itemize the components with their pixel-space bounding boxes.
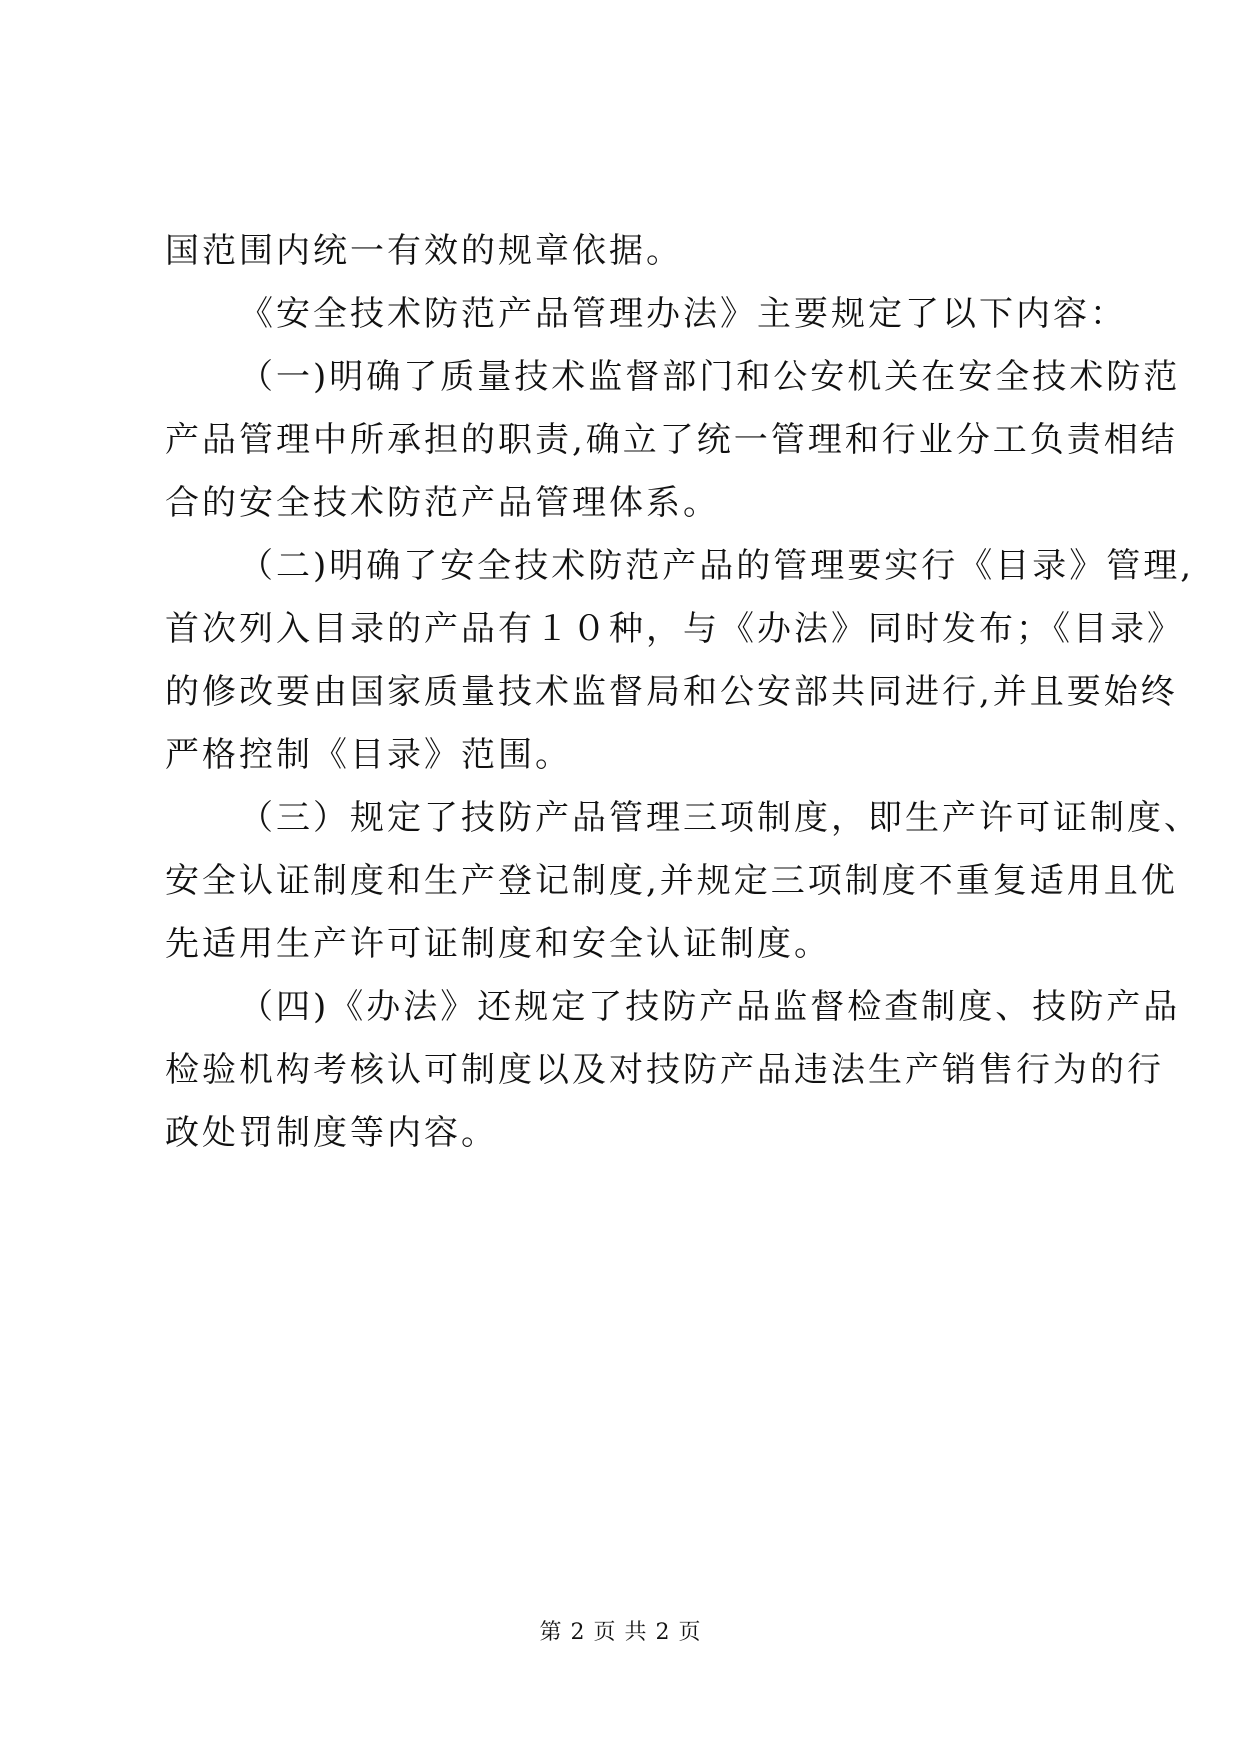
body-line: 检验机构考核认可制度以及对技防产品违法生产销售行为的行 [165,1050,1164,1090]
body-line: （三）规定了技防产品管理三项制度，即生产许可证制度、 [239,798,1201,838]
body-line: 国范围内统一有效的规章依据。 [165,231,683,271]
body-line: 严格控制《目录》范围。 [165,735,572,775]
body-line: 合的安全技术防范产品管理体系。 [165,483,720,523]
body-line: 安全认证制度和生产登记制度,并规定三项制度不重复适用且优 [165,861,1178,901]
body-line: 政处罚制度等内容。 [165,1113,498,1153]
body-line: （四)《办法》还规定了技防产品监督检查制度、技防产品 [239,987,1181,1027]
body-line: 首次列入目录的产品有１０种，与《办法》同时发布；《目录》 [165,609,1184,649]
body-line: 产品管理中所承担的职责,确立了统一管理和行业分工负责相结 [165,420,1178,460]
body-line: 《安全技术防范产品管理办法》主要规定了以下内容： [239,294,1127,334]
page-number-footer: 第 2 页 共 2 页 [539,1620,702,1645]
body-line: （二)明确了安全技术防范产品的管理要实行《目录》管理, [239,546,1195,586]
body-line: 先适用生产许可证制度和安全认证制度。 [165,924,831,964]
body-line: （一)明确了质量技术监督部门和公安机关在安全技术防范 [239,357,1181,397]
document-body [165,226,1201,1171]
body-line: 的修改要由国家质量技术监督局和公安部共同进行,并且要始终 [165,672,1178,712]
